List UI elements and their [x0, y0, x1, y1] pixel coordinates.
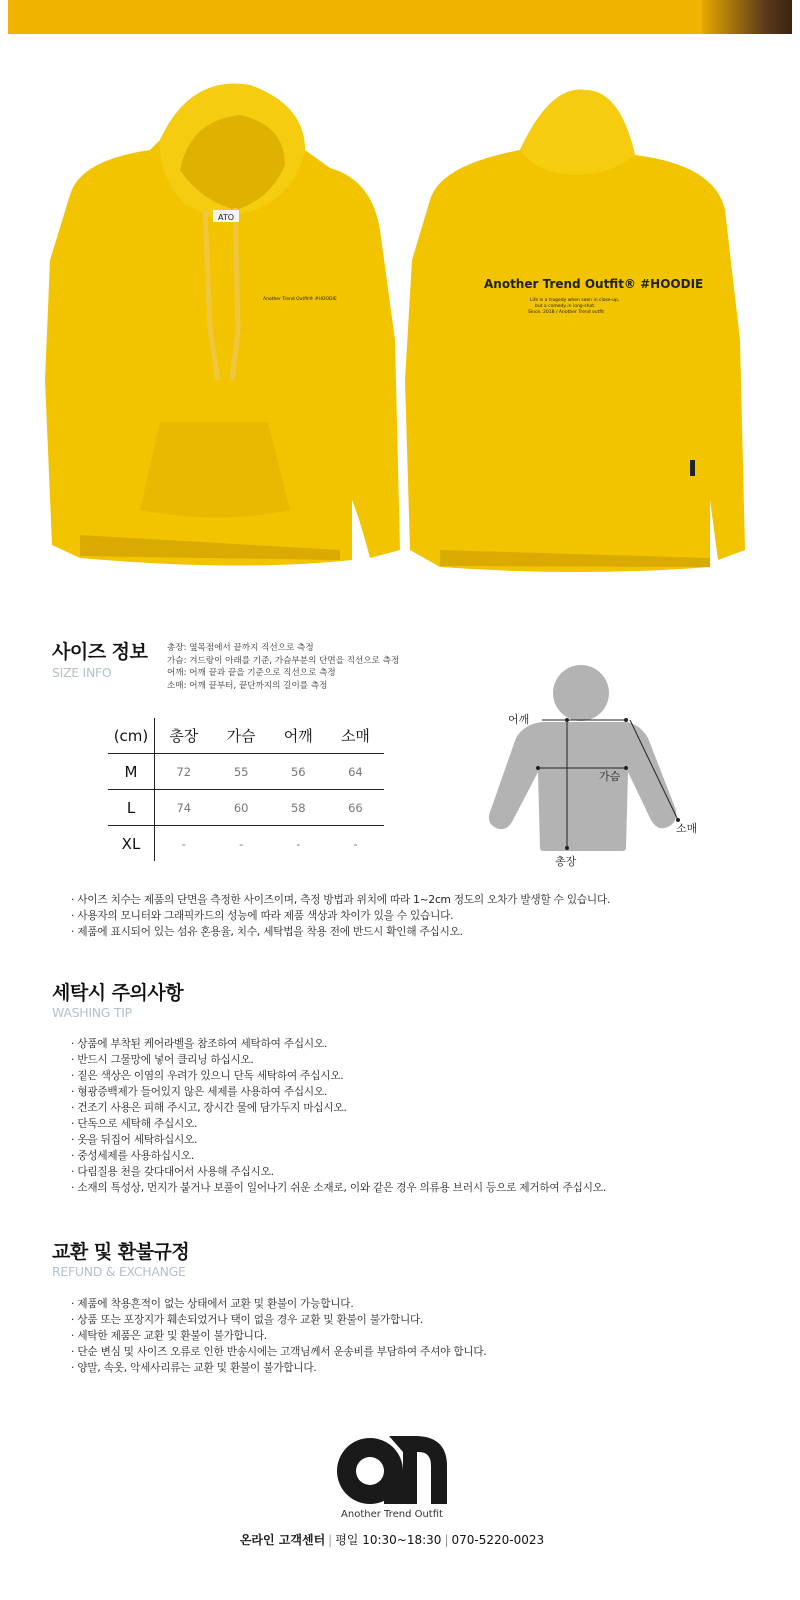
diagram-label-shoulder: 어깨 — [508, 713, 530, 726]
washing-title: 세탁시 주의사항 — [52, 982, 184, 1004]
measurement-note: 어깨: 어깨 끝과 끝을 기준으로 직선으로 측정 — [167, 668, 336, 678]
table-cell: 56 — [270, 754, 327, 790]
list-item: · 상품에 부착된 케어라벨을 참조하여 세탁하여 주십시오. — [71, 1038, 328, 1050]
contact-phone[interactable]: 070-5220-0023 — [451, 1533, 545, 1547]
list-item: · 다림질용 천을 갖다대어서 사용해 주십시오. — [71, 1166, 274, 1178]
list-item: · 사용자의 모니터와 그래픽카드의 성능에 따라 제품 색상과 차이가 있을 수 있습니다. — [71, 910, 454, 922]
list-item: · 소재의 특성상, 먼지가 붙거나 보풀이 일어나기 쉬운 소재로, 이와 같은 경우 의류용 브러시 등으로 제거하여 주십시오. — [71, 1182, 606, 1194]
contact-label: 온라인 고객센터 — [239, 1533, 326, 1547]
refund-title: 교환 및 환불규정 — [52, 1241, 190, 1263]
column-header: 총장 — [155, 718, 213, 754]
list-item: · 사이즈 치수는 제품의 단면을 측정한 사이즈이며, 측정 방법과 위치에 따라 1~2cm 정도의 오차가 발생할 수 있습니다. — [71, 894, 611, 906]
list-item: · 반드시 그물망에 넣어 클리닝 하십시오. — [71, 1054, 254, 1066]
list-item: · 옷을 뒤집어 세탁하십시오. — [71, 1134, 198, 1146]
unit-header: (cm) — [108, 718, 155, 754]
back-quote-line: Since. 2018 / Another Trend outfit — [528, 310, 604, 315]
list-item: · 단독으로 세탁해 주십시오. — [71, 1118, 198, 1130]
back-quote-line: but a comedy in long-shot. — [535, 304, 596, 309]
table-cell: - — [353, 836, 358, 851]
measurement-note: 소매: 어깨 끝부터, 끝단까지의 길이를 측정 — [167, 680, 328, 691]
top-photo-strip — [8, 0, 792, 34]
hoodie-back-image — [400, 80, 750, 580]
list-item: · 제품에 표시되어 있는 섬유 혼용율, 치수, 세탁법을 착용 전에 반드시 확인해 주십시오. — [71, 926, 463, 938]
column-header: 어깨 — [270, 718, 327, 754]
diagram-label-sleeve: 소매 — [676, 822, 698, 835]
table-cell: - — [296, 836, 301, 851]
list-item: · 건조기 사용은 피해 주시고, 장시간 물에 담가두지 마십시오. — [71, 1102, 347, 1114]
list-item: · 제품에 착용흔적이 없는 상태에서 교환 및 환불이 가능합니다. — [71, 1298, 354, 1310]
column-header: 소매 — [327, 718, 384, 754]
table-row — [108, 790, 384, 826]
hoodie-front-image — [40, 80, 400, 580]
list-item: · 짙은 색상은 이염의 우려가 있으니 단독 세탁하여 주십시오. — [71, 1070, 344, 1082]
diagram-label-chest: 가슴 — [599, 770, 621, 783]
refund-policy-list — [71, 1296, 487, 1376]
table-cell: 64 — [327, 754, 384, 790]
measurement-notes — [167, 642, 399, 692]
table-cell: 60 — [213, 790, 270, 826]
back-print-text: Another Trend Outfit® #HOODIE — [484, 277, 704, 291]
washing-tip-list — [71, 1036, 606, 1196]
size-table-header-row — [108, 718, 384, 754]
hoodie-silhouette — [480, 660, 710, 875]
refund-subtitle: REFUND & EXCHANGE — [52, 1264, 186, 1279]
list-item: · 세탁한 제품은 교환 및 환불이 불가합니다. — [71, 1330, 267, 1342]
table-cell: 58 — [270, 790, 327, 826]
customer-center-info: 온라인 고객센터 | 평일 10:30~18:30 | 070-5220-0023 — [239, 1533, 545, 1547]
diagram-label-length: 총장 — [555, 855, 577, 868]
measurement-note: 총장: 옆목점에서 끝까지 직선으로 측정 — [167, 643, 314, 653]
list-item: · 양말, 속옷, 악세사리류는 교환 및 환불이 불가합니다. — [71, 1362, 317, 1374]
list-item: · 형광증백제가 들어있지 않은 세제를 사용하여 주십시오. — [71, 1086, 328, 1098]
table-cell: 55 — [213, 754, 270, 790]
brand-logo — [337, 1436, 447, 1506]
table-cell: 72 — [155, 754, 213, 790]
measurement-diagram — [480, 660, 710, 875]
front-tag-text: ATO — [217, 213, 235, 222]
list-item: · 단순 변심 및 사이즈 오류로 인한 반송시에는 고객님께서 운송비를 부담하여 주셔야 합니다. — [71, 1346, 487, 1358]
size-label: L — [108, 790, 155, 826]
size-table — [108, 718, 384, 861]
column-header: 가슴 — [213, 718, 270, 754]
size-disclaimer-list — [71, 892, 610, 940]
list-item: · 중성세제를 사용하십시오. — [71, 1150, 195, 1162]
contact-hours: 평일 10:30~18:30 — [335, 1533, 442, 1547]
washing-subtitle: WASHING TIP — [52, 1005, 132, 1020]
list-item: · 상품 또는 포장지가 훼손되었거나 택이 없을 경우 교환 및 환불이 불가합니다. — [71, 1314, 424, 1326]
brand-name: Another Trend Outfit — [341, 1509, 443, 1520]
back-quote-line: Life is a tragedy when seen in close-up, — [530, 298, 620, 303]
size-label: M — [108, 754, 155, 790]
size-info-subtitle: SIZE INFO — [52, 665, 112, 680]
table-row — [108, 754, 384, 790]
table-row — [108, 826, 384, 862]
table-cell: 66 — [327, 790, 384, 826]
table-cell: - — [181, 836, 186, 851]
table-cell: 74 — [155, 790, 213, 826]
table-cell: - — [239, 836, 244, 851]
size-info-title: 사이즈 정보 — [52, 641, 148, 663]
front-print-text: Another Trend Outfit® #HOODIE — [263, 297, 337, 302]
measurement-note: 가슴: 겨드랑이 아래를 기준, 가슴부분의 단면을 직선으로 측정 — [167, 655, 400, 666]
size-label: XL — [108, 826, 155, 862]
